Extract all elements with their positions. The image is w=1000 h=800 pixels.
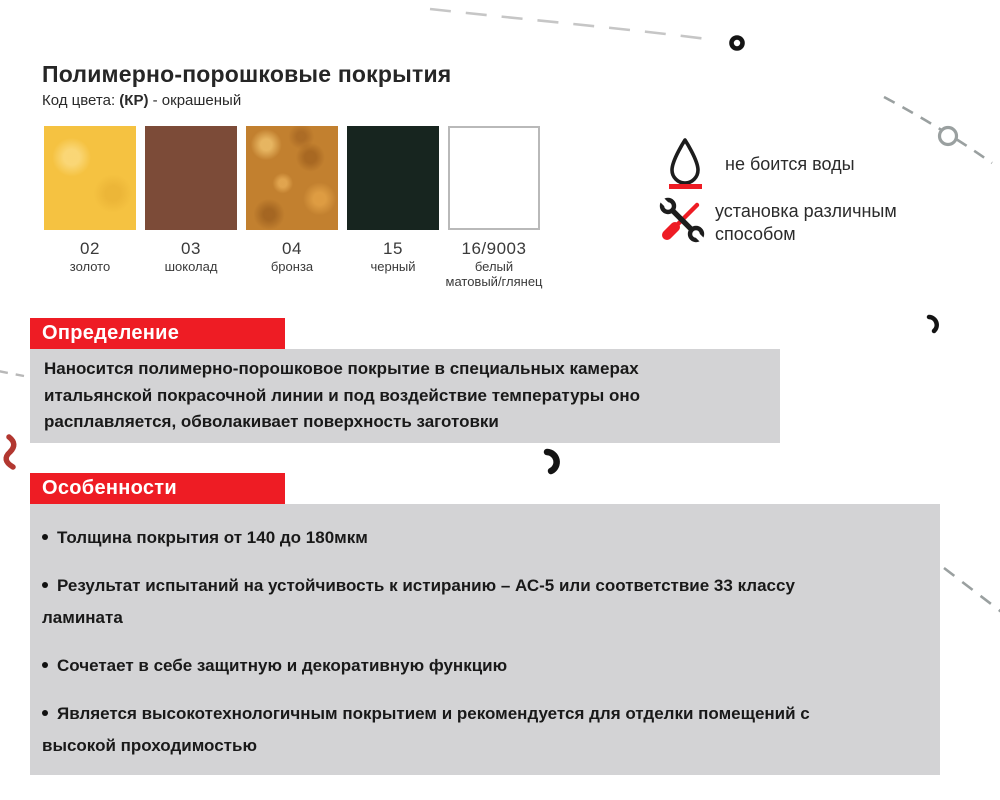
left-small-dashes: [0, 371, 24, 376]
bullet-text-line2: ламината: [42, 608, 123, 627]
definition-heading: Определение: [30, 318, 285, 349]
red-underline: [669, 184, 702, 189]
bullet-text: Толщина покрытия от 140 до 180мкм: [57, 528, 368, 547]
definition-line: итальянской покрасочной линии и под воздействие температуры оно: [44, 385, 641, 405]
color-code-subtitle: [42, 92, 241, 109]
wrench-screwdriver-icon: [657, 197, 705, 243]
water-drop-icon: [664, 137, 706, 187]
bullet-text: Сочетает в себе защитную и декоративную функцию: [57, 656, 508, 675]
bullet-text-line2: высокой проходимостью: [42, 736, 257, 755]
ring-marker: [940, 128, 957, 145]
swatch-item-white: [445, 126, 543, 289]
bullet-text: Результат испытаний на устойчивость к истиранию – АС-5 или соответствие 33 классу: [57, 576, 795, 595]
definition-line: расплавляется, обволакивает поверхность заготовки: [44, 412, 499, 431]
black-crescent-small: [929, 317, 937, 331]
swatch-name: белый: [474, 259, 514, 274]
color-swatch: [347, 126, 439, 230]
definition-line: Наносится полимерно-порошковое покрытие в специальных камерах: [44, 359, 639, 378]
features-heading: Особенности: [30, 473, 285, 504]
feature-label-install: [715, 200, 897, 246]
swatch-name: черный: [370, 259, 416, 274]
swatch-code: 16/9003: [461, 239, 527, 258]
color-swatch: [448, 126, 540, 230]
swatch-item-gold: [44, 126, 136, 289]
subtitle-code: (КР): [119, 92, 149, 109]
bullet-text: Является высокотехнологичным покрытием и рекомендуется для отделки помещений с: [57, 704, 810, 723]
donut-dot: [732, 38, 743, 49]
subtitle-prefix: Код цвета:: [42, 92, 120, 109]
swatch-code: 15: [383, 239, 403, 258]
swatch-code: 02: [80, 239, 100, 258]
feature-bullet: [42, 650, 920, 682]
feature-label-install-line2: способом: [715, 224, 796, 244]
definition-body: [30, 349, 780, 443]
color-swatch: [44, 126, 136, 230]
swatch-name: бронза: [270, 259, 314, 274]
feature-label-water: не боится воды: [725, 154, 855, 174]
feature-label-install-line1: установка различным: [715, 201, 897, 221]
swatch-item-bronze: [246, 126, 338, 289]
bullet-dot: [42, 582, 48, 588]
bullet-dot: [42, 534, 48, 540]
color-swatch-row: [44, 126, 543, 289]
swatch-item-chocolate: [145, 126, 237, 289]
bullet-dot: [42, 662, 48, 668]
swatch-item-black: [347, 126, 439, 289]
color-swatch: [246, 126, 338, 230]
feature-bullet: [42, 570, 920, 634]
black-crescent-large: [547, 452, 557, 471]
right-dashed-curve: [884, 97, 992, 163]
page-title: Полимерно-порошковые покрытия: [42, 61, 452, 87]
swatch-code: 03: [181, 239, 201, 258]
subtitle-suffix: - окрашеный: [148, 92, 242, 109]
swatch-code: 04: [282, 239, 302, 258]
features-body: [30, 504, 940, 775]
swatch-name-line2: матовый/глянец: [445, 274, 543, 289]
feature-bullet: [42, 522, 920, 554]
color-swatch: [145, 126, 237, 230]
bottom-right-dashes: [944, 568, 1000, 620]
swatch-name: золото: [69, 259, 111, 274]
bullet-dot: [42, 710, 48, 716]
swatch-name: шоколад: [164, 259, 218, 274]
red-squiggle: [6, 437, 14, 467]
feature-bullet: [42, 698, 920, 762]
top-dashed-arc: [430, 9, 714, 40]
